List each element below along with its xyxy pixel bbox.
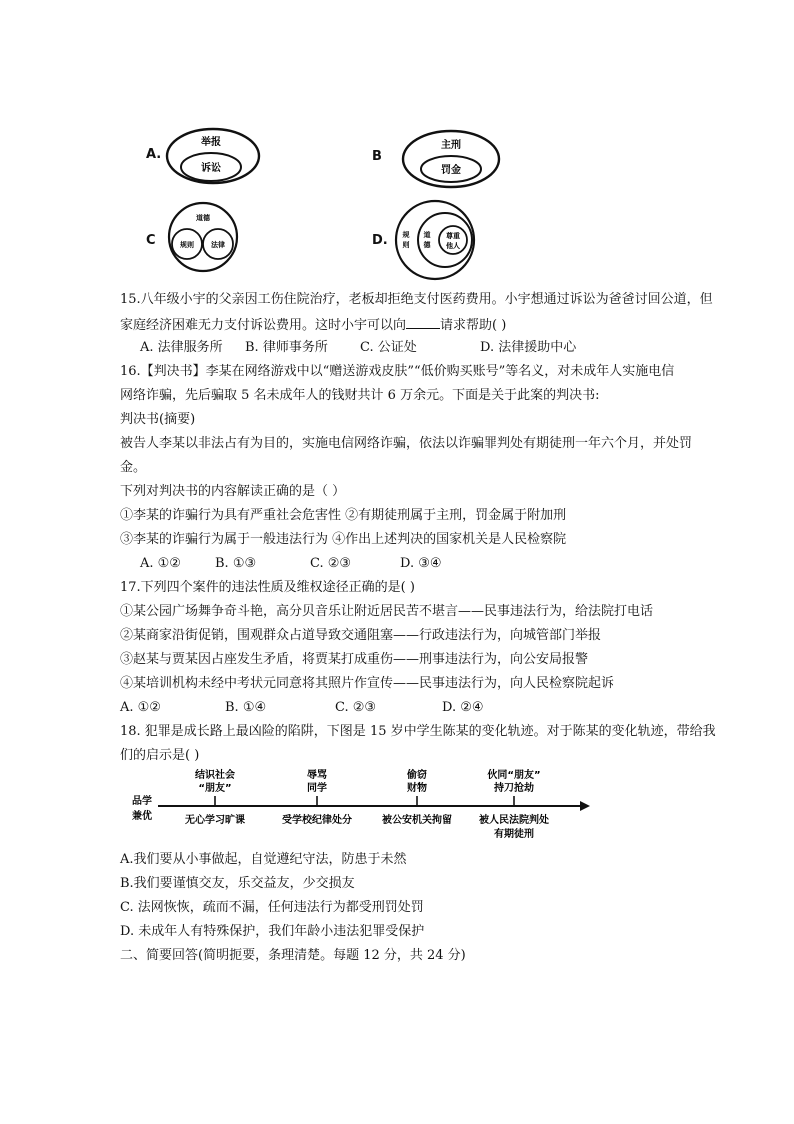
option-c-label: C <box>146 233 156 248</box>
q17-case-3: ③赵某与贾某因占座发生矛盾，将贾某打成重伤——刑事违法行为，向公安局报警 <box>120 652 589 667</box>
q17-option-b: B. ①④ <box>225 700 267 715</box>
timeline-bottom-4-line1: 被人民法院判处 <box>479 815 549 826</box>
venn-a-inner-text: 诉讼 <box>201 163 221 174</box>
timeline-top-2-line1: 辱骂 <box>307 770 327 781</box>
section-2-heading: 二、简要回答(简明扼要，条理清楚。每题 12 分，共 24 分) <box>120 948 466 963</box>
option-d-label: D. <box>372 233 388 248</box>
q18-option-d: D. 未成年人有特殊保护，我们年龄小违法犯罪受保护 <box>120 924 425 939</box>
option-a-label: A. <box>146 147 162 162</box>
venn-b-inner-text: 罚金 <box>441 165 461 176</box>
q16-option-a: A. ①② <box>140 556 181 571</box>
q16-stem-line2: 网络诈骗，先后骗取 5 名未成年人的钱财共计 6 万余元。下面是关于此案的判决书: <box>120 388 600 403</box>
q17-option-d: D. ②④ <box>442 700 484 715</box>
q16-option-b: B. ①③ <box>215 556 257 571</box>
q17-stem: 17.下列四个案件的违法性质及维权途径正确的是( ) <box>120 580 415 595</box>
q16-statements-3-4: ③李某的诈骗行为属于一般违法行为 ④作出上述判决的国家机关是人民检察院 <box>120 532 567 547</box>
venn-diagram-d <box>393 198 477 282</box>
q15-stem-part1: 家庭经济困难无力支付诉讼费用。这时小宇可以向 <box>120 318 407 333</box>
q17-case-4: ④某培训机构未经中考状元同意将其照片作宣传——民事违法行为，向人民检察院起诉 <box>120 676 615 691</box>
q18-option-a: A.我们要从小事做起，自觉遵纪守法，防患于未然 <box>120 852 407 867</box>
timeline-top-4-line2: 持刀抢劫 <box>494 783 534 794</box>
q15-option-a: A. 法律服务所 <box>140 340 223 355</box>
q18-stem-line1: 18. 犯罪是成长路上最凶险的陷阱，下图是 15 岁中学生陈某的变化轨迹。对于陈某的变化轨迹，带给我 <box>120 724 716 739</box>
venn-diagram-c <box>166 200 240 274</box>
venn-d-middle-char1: 道 <box>423 231 431 239</box>
venn-d-middle-char2: 德 <box>423 241 431 249</box>
q16-option-c: C. ②③ <box>310 556 352 571</box>
q15-option-d: D. 法律援助中心 <box>480 340 577 355</box>
timeline-bottom-1: 无心学习旷课 <box>185 815 245 826</box>
venn-d-inner-text-2: 他人 <box>446 242 460 250</box>
venn-d-middle-text <box>424 230 432 249</box>
q17-option-a: A. ①② <box>120 700 161 715</box>
q15-stem-line2 <box>120 316 506 334</box>
q16-question: 下列对判决书的内容解读正确的是（ ） <box>120 484 346 499</box>
q18-option-b: B.我们要谨慎交友，乐交益友，少交损友 <box>120 876 355 891</box>
q17-case-1: ①某公园广场舞争奇斗艳，高分贝音乐让附近居民苦不堪言——民事违法行为，给法院打电话 <box>120 604 654 619</box>
venn-b-outer-text: 主刑 <box>441 140 461 151</box>
venn-diagram-a <box>165 125 265 193</box>
timeline-top-1-line1: 结识社会 <box>195 770 235 781</box>
timeline-bottom-4-line2: 有期徒刑 <box>494 829 534 840</box>
q16-judgment-line2: 金。 <box>120 460 147 475</box>
option-b-label: B <box>372 149 382 164</box>
timeline-top-3-line1: 偷窃 <box>407 770 427 781</box>
q18-option-c: C. 法网恢恢，疏而不漏，任何违法行为都受刑罚处罚 <box>120 900 424 915</box>
venn-d-outer-text <box>402 230 410 249</box>
venn-d-outer-char2: 则 <box>402 241 410 249</box>
q15-answer-blank <box>406 316 440 329</box>
venn-c-left-text: 规则 <box>180 241 194 249</box>
venn-d-outer-char1: 规 <box>402 231 410 239</box>
venn-d-inner-text-1: 尊重 <box>446 232 460 240</box>
timeline-top-1-line2: “朋友” <box>198 783 232 794</box>
q17-option-c: C. ②③ <box>335 700 377 715</box>
timeline-bottom-3: 被公安机关拘留 <box>382 815 452 826</box>
trajectory-timeline <box>120 768 600 844</box>
q17-case-2: ②某商家沿街促销，围观群众占道导致交通阻塞——行政违法行为，向城管部门举报 <box>120 628 602 643</box>
venn-a-outer-text: 举报 <box>201 137 221 148</box>
venn-c-right-text: 法律 <box>211 241 225 249</box>
q16-option-d: D. ③④ <box>400 556 442 571</box>
q16-statements-1-2: ①李某的诈骗行为具有严重社会危害性 ②有期徒刑属于主刑，罚金属于附加刑 <box>120 508 567 523</box>
q15-option-c: C. 公证处 <box>360 340 417 355</box>
timeline-top-4-line1: 伙同“朋友” <box>487 770 541 781</box>
timeline-bottom-2: 受学校纪律处分 <box>282 815 352 826</box>
q15-option-b: B. 律师事务所 <box>245 340 328 355</box>
timeline-top-3-line2: 财物 <box>407 783 427 794</box>
timeline-top-2-line2: 同学 <box>307 783 327 794</box>
q18-stem-line2: 们的启示是( ) <box>120 748 200 763</box>
q15-stem-line1: 15.八年级小宇的父亲因工伤住院治疗，老板却拒绝支付医药费用。小宇想通过诉讼为爸爸讨回公道，但 <box>120 292 713 307</box>
q16-judgment-line1: 被告人李某以非法占有为目的，实施电信网络诈骗，依法以诈骗罪判处有期徒刑一年六个月，并处罚 <box>120 436 693 451</box>
timeline-start-label-1: 品学 <box>132 796 152 807</box>
timeline-start-label-2: 兼优 <box>132 811 152 822</box>
q16-stem-line1: 16.【判决书】李某在网络游戏中以“赠送游戏皮肤”“低价购买账号”等名义，对未成年人实施电信 <box>120 364 675 379</box>
q16-judgment-title: 判决书(摘要) <box>120 412 196 427</box>
venn-diagram-b <box>400 129 505 193</box>
q15-stem-part2: 请求帮助( ) <box>440 318 507 333</box>
venn-c-outer-text: 道德 <box>196 214 210 222</box>
